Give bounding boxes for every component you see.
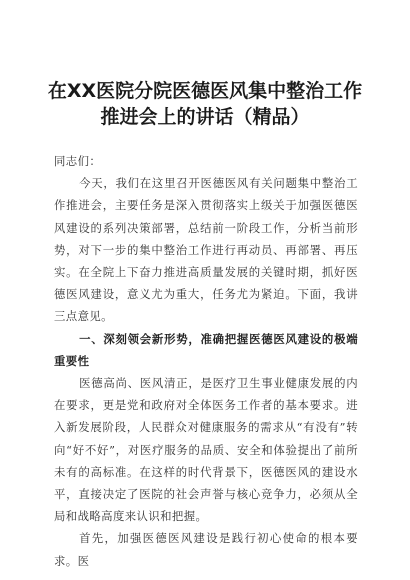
title-line-2: 推进会上的讲话（精品） xyxy=(100,106,310,128)
paragraph-3: 首先，加强医德医风建设是践行初心使命的根本要求。医 xyxy=(54,531,358,568)
section-heading-1: 一、深刻领会新形势，准确把握医德医风建设的极端重要性 xyxy=(54,331,358,368)
salutation: 同志们： xyxy=(54,154,102,168)
paragraph-intro: 今天，我们在这里召开医德医风有关问题集中整治工作推进会，主要任务是深入贯彻落实上级关于加强医德医风建设的系列决策部署，总结前一阶段工作，分析当前形势，对下一步的集中整治工作进行再动员、再部署、再压实。在全院上下奋力推进高质量发展的关键时期，抓好医德医风建设，意义尤为重大，任务尤为紧迫。下面，我讲三点意见。 xyxy=(54,176,358,324)
paragraph-2: 医德高尚、医风清正，是医疗卫生事业健康发展的内在要求，更是党和政府对全体医务工作者的基本要求。进入新发展阶段，人民群众对健康服务的需求从“有没有”转向“好不好”，对医疗服务的品质、安全和体验提出了前所未有的高标准。在这样的时代背景下，医德医风的建设水平，直接决定了医院的社会声誉与核心竞争力，必须从全局和战略高度来认识和把握。 xyxy=(54,376,358,524)
document-body xyxy=(54,150,358,572)
title-line-1: 在XX医院分院医德医风集中整治工作 xyxy=(47,80,363,102)
document-title xyxy=(40,78,370,130)
